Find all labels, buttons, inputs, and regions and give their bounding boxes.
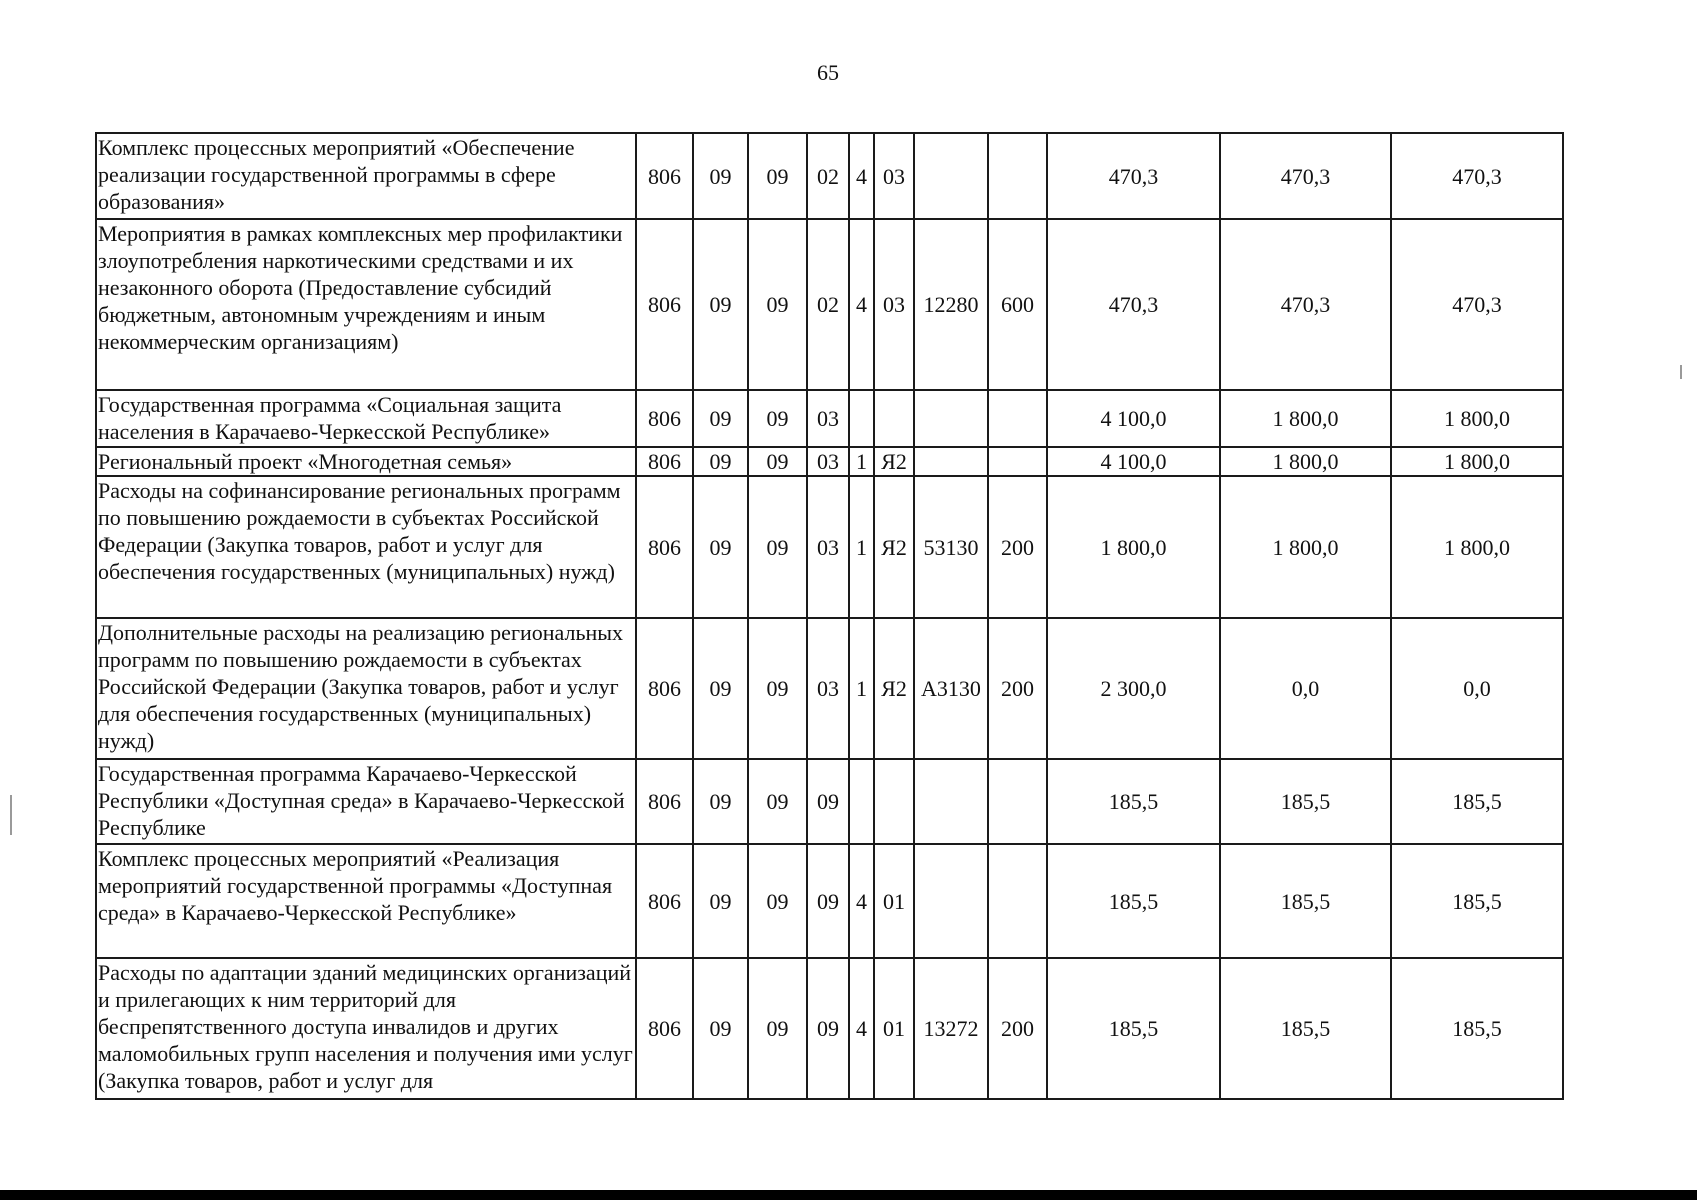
code-ministry: 806	[636, 133, 693, 219]
code-section: 09	[693, 958, 748, 1099]
code-subsection: 09	[748, 133, 807, 219]
code-program: 02	[807, 219, 849, 390]
amount-year-1: 4 100,0	[1047, 447, 1220, 476]
code-section: 09	[693, 390, 748, 447]
code-subsection: 09	[748, 618, 807, 759]
code-section: 09	[693, 618, 748, 759]
code-type: 1	[849, 447, 874, 476]
row-name: Дополнительные расходы на реализацию региональных программ по повышению рождаемости в субъектах Российской Федерации (Закупка товаров, работ и услуг для обеспечения государственных (муниципальных) нужд)	[96, 618, 636, 759]
amount-year-1: 185,5	[1047, 759, 1220, 844]
amount-year-3: 1 800,0	[1391, 476, 1563, 618]
code-section: 09	[693, 759, 748, 844]
code-subprogram: 03	[874, 133, 914, 219]
code-ministry: 806	[636, 844, 693, 958]
code-section: 09	[693, 844, 748, 958]
row-name: Мероприятия в рамках комплексных мер профилактики злоупотребления наркотическими средствами и их незаконного оборота (Предоставление субсидий бюджетным, автономным учреждениям и иным некоммерческим организациям)	[96, 219, 636, 390]
code-direction	[914, 133, 988, 219]
code-section: 09	[693, 219, 748, 390]
row-name: Государственная программа Карачаево-Черкесской Республики «Доступная среда» в Карачаево-Черкесской Республике	[96, 759, 636, 844]
amount-year-3: 185,5	[1391, 844, 1563, 958]
code-expense-type	[988, 390, 1047, 447]
amount-year-1: 470,3	[1047, 219, 1220, 390]
amount-year-3: 1 800,0	[1391, 390, 1563, 447]
code-program: 03	[807, 390, 849, 447]
code-expense-type: 200	[988, 958, 1047, 1099]
code-direction: 13272	[914, 958, 988, 1099]
amount-year-1: 185,5	[1047, 844, 1220, 958]
code-subprogram: 01	[874, 958, 914, 1099]
table-row	[96, 844, 1563, 958]
code-subsection: 09	[748, 759, 807, 844]
code-type: 4	[849, 844, 874, 958]
code-direction	[914, 390, 988, 447]
code-direction: 12280	[914, 219, 988, 390]
table-row	[96, 133, 1563, 219]
code-type: 4	[849, 133, 874, 219]
code-subprogram	[874, 390, 914, 447]
code-program: 09	[807, 844, 849, 958]
page-number: 65	[817, 60, 839, 85]
code-direction	[914, 759, 988, 844]
code-subprogram: 03	[874, 219, 914, 390]
code-direction: 53130	[914, 476, 988, 618]
code-subprogram: Я2	[874, 618, 914, 759]
code-direction	[914, 844, 988, 958]
table-row	[96, 219, 1563, 390]
amount-year-2: 0,0	[1220, 618, 1391, 759]
code-ministry: 806	[636, 618, 693, 759]
code-direction	[914, 447, 988, 476]
code-program: 09	[807, 958, 849, 1099]
row-name: Комплекс процессных мероприятий «Реализация мероприятий государственной программы «Доступная среда» в Карачаево-Черкесской Республике»	[96, 844, 636, 958]
code-subprogram	[874, 759, 914, 844]
amount-year-2: 470,3	[1220, 133, 1391, 219]
code-type	[849, 390, 874, 447]
code-subprogram: Я2	[874, 447, 914, 476]
code-type	[849, 759, 874, 844]
code-ministry: 806	[636, 447, 693, 476]
amount-year-2: 185,5	[1220, 759, 1391, 844]
code-type: 1	[849, 618, 874, 759]
amount-year-2: 185,5	[1220, 844, 1391, 958]
code-expense-type	[988, 447, 1047, 476]
code-expense-type: 600	[988, 219, 1047, 390]
code-ministry: 806	[636, 958, 693, 1099]
row-name: Расходы на софинансирование региональных программ по повышению рождаемости в субъектах Российской Федерации (Закупка товаров, работ и услуг для обеспечения государственных (муниципальных) нужд)	[96, 476, 636, 618]
code-expense-type: 200	[988, 476, 1047, 618]
code-direction: А3130	[914, 618, 988, 759]
table-row	[96, 390, 1563, 447]
scan-bottom-edge	[0, 1190, 1697, 1200]
code-expense-type	[988, 844, 1047, 958]
code-subsection: 09	[748, 476, 807, 618]
code-ministry: 806	[636, 759, 693, 844]
amount-year-1: 4 100,0	[1047, 390, 1220, 447]
row-name: Государственная программа «Социальная защита населения в Карачаево-Черкесской Республике»	[96, 390, 636, 447]
amount-year-2: 1 800,0	[1220, 447, 1391, 476]
code-program: 03	[807, 447, 849, 476]
code-ministry: 806	[636, 476, 693, 618]
row-name: Комплекс процессных мероприятий «Обеспечение реализации государственной программы в сфере образования»	[96, 133, 636, 219]
amount-year-2: 1 800,0	[1220, 476, 1391, 618]
code-expense-type	[988, 759, 1047, 844]
table-row	[96, 618, 1563, 759]
row-name: Расходы по адаптации зданий медицинских организаций и прилегающих к ним территорий для беспрепятственного доступа инвалидов и других маломобильных групп населения и получения ими услуг (Закупка товаров, работ и услуг для	[96, 958, 636, 1099]
code-type: 4	[849, 958, 874, 1099]
code-subsection: 09	[748, 958, 807, 1099]
scan-artifact-left	[10, 795, 12, 835]
code-program: 09	[807, 759, 849, 844]
code-section: 09	[693, 447, 748, 476]
row-name: Региональный проект «Многодетная семья»	[96, 447, 636, 476]
code-expense-type: 200	[988, 618, 1047, 759]
amount-year-1: 185,5	[1047, 958, 1220, 1099]
code-subsection: 09	[748, 844, 807, 958]
amount-year-1: 1 800,0	[1047, 476, 1220, 618]
amount-year-1: 470,3	[1047, 133, 1220, 219]
table-row	[96, 476, 1563, 618]
code-subsection: 09	[748, 447, 807, 476]
scan-artifact-right	[1680, 365, 1682, 379]
amount-year-3: 470,3	[1391, 219, 1563, 390]
code-ministry: 806	[636, 219, 693, 390]
code-ministry: 806	[636, 390, 693, 447]
amount-year-3: 470,3	[1391, 133, 1563, 219]
amount-year-3: 185,5	[1391, 958, 1563, 1099]
code-program: 03	[807, 476, 849, 618]
budget-table	[95, 132, 1564, 1100]
amount-year-2: 470,3	[1220, 219, 1391, 390]
code-subprogram: 01	[874, 844, 914, 958]
code-subsection: 09	[748, 390, 807, 447]
code-subsection: 09	[748, 219, 807, 390]
table-row	[96, 958, 1563, 1099]
code-program: 03	[807, 618, 849, 759]
code-subprogram: Я2	[874, 476, 914, 618]
table-row	[96, 447, 1563, 476]
code-type: 1	[849, 476, 874, 618]
amount-year-3: 185,5	[1391, 759, 1563, 844]
amount-year-2: 185,5	[1220, 958, 1391, 1099]
table-body	[96, 133, 1563, 1099]
code-program: 02	[807, 133, 849, 219]
amount-year-3: 0,0	[1391, 618, 1563, 759]
table-row	[96, 759, 1563, 844]
code-section: 09	[693, 133, 748, 219]
code-type: 4	[849, 219, 874, 390]
code-expense-type	[988, 133, 1047, 219]
code-section: 09	[693, 476, 748, 618]
amount-year-2: 1 800,0	[1220, 390, 1391, 447]
amount-year-1: 2 300,0	[1047, 618, 1220, 759]
amount-year-3: 1 800,0	[1391, 447, 1563, 476]
